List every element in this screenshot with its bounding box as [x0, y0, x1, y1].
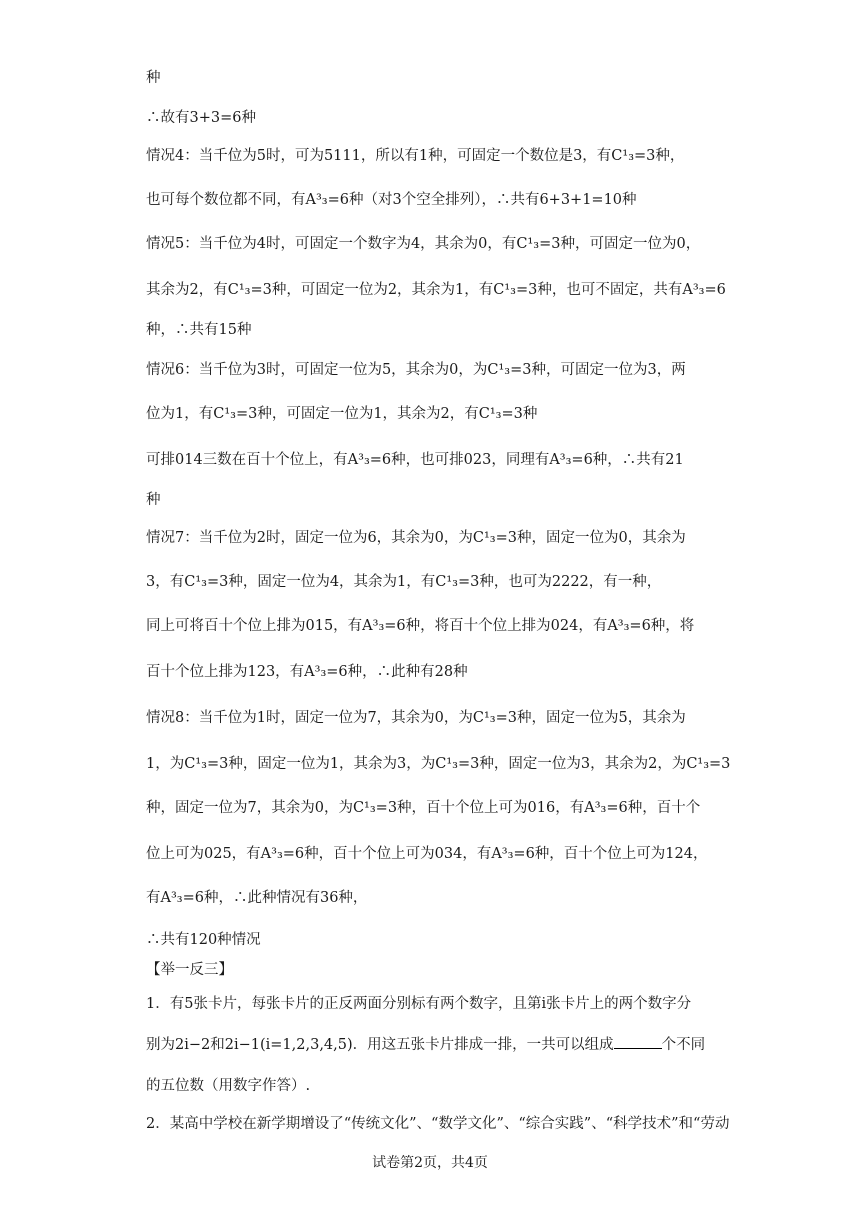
text-line: 种 — [146, 492, 161, 508]
question-1-text: 别为2i−2和2i−1(i=1,2,3,4,5)．用这五张卡片排成一排，一共可以组成 — [146, 1037, 614, 1053]
text-line: 百十个位上排为123，有A³₃=6种，∴此种有28种 — [146, 664, 468, 680]
text-line: 位为1，有C¹₃=3种，可固定一位为1，其余为2，有C¹₃=3种 — [146, 406, 538, 422]
section-heading: 【举一反三】 — [146, 962, 233, 978]
text-line: ∴故有3+3=6种 — [146, 110, 256, 126]
text-line: 情况5：当千位为4时，可固定一个数字为4，其余为0，有C¹₃=3种，可固定一位为0， — [146, 236, 701, 252]
text-line: 也可每个数位都不同，有A³₃=6种（对3个空全排列），∴共有6+3+1=10种 — [146, 192, 637, 208]
question-1-line: 1．有5张卡片，每张卡片的正反两面分别标有两个数字，且第i张卡片上的两个数字分 — [146, 996, 692, 1012]
page-footer: 试卷第2页，共4页 — [372, 1155, 488, 1171]
text-line: 情况4：当千位为5时，可为5111，所以有1种，可固定一个数位是3，有C¹₃=3种， — [146, 148, 685, 164]
text-line: 1，为C¹₃=3种，固定一位为1，其余为3，为C¹₃=3种，固定一位为3，其余为2，为C¹₃=3 — [146, 756, 731, 772]
text-line: 情况6：当千位为3时，可固定一位为5，其余为0，为C¹₃=3种，可固定一位为3，两 — [146, 362, 686, 378]
text-line: 有A³₃=6种，∴此种情况有36种， — [146, 890, 368, 906]
question-1-line: 的五位数（用数字作答）. — [146, 1078, 311, 1094]
text-line: 位上可为025，有A³₃=6种，百十个位上可为034，有A³₃=6种，百十个位上可为124， — [146, 846, 708, 862]
text-line: 情况8：当千位为1时，固定一位为7，其余为0，为C¹₃=3种，固定一位为5，其余为 — [146, 710, 686, 726]
question-2-line: 2．某高中学校在新学期增设了“传统文化”、“数学文化”、“综合实践”、“科学技术”和“劳动 — [146, 1116, 730, 1132]
text-line: ∴共有120种情况 — [146, 932, 261, 948]
answer-blank — [614, 1034, 662, 1049]
text-line: 同上可将百十个位上排为015，有A³₃=6种，将百十个位上排为024，有A³₃=6种，将 — [146, 618, 695, 634]
text-line: 情况7：当千位为2时，固定一位为6，其余为0，为C¹₃=3种，固定一位为0，其余为 — [146, 530, 686, 546]
text-line: 种 — [146, 70, 161, 86]
text-line: 3，有C¹₃=3种，固定一位为4，其余为1，有C¹₃=3种，也可为2222，有一种， — [146, 574, 662, 590]
text-line: 可排014三数在百十个位上，有A³₃=6种，也可排023，同理有A³₃=6种，∴共有21 — [146, 452, 684, 468]
question-1-line — [146, 1034, 705, 1055]
text-line: 其余为2，有C¹₃=3种，可固定一位为2，其余为1，有C¹₃=3种，也可不固定，共有A³₃=6 — [146, 282, 726, 298]
question-1-text-tail: 个不同 — [661, 1037, 706, 1053]
text-line: 种，∴共有15种 — [146, 322, 252, 338]
text-line: 种，固定一位为7，其余为0，为C¹₃=3种，百十个位上可为016，有A³₃=6种，百十个 — [146, 800, 701, 816]
